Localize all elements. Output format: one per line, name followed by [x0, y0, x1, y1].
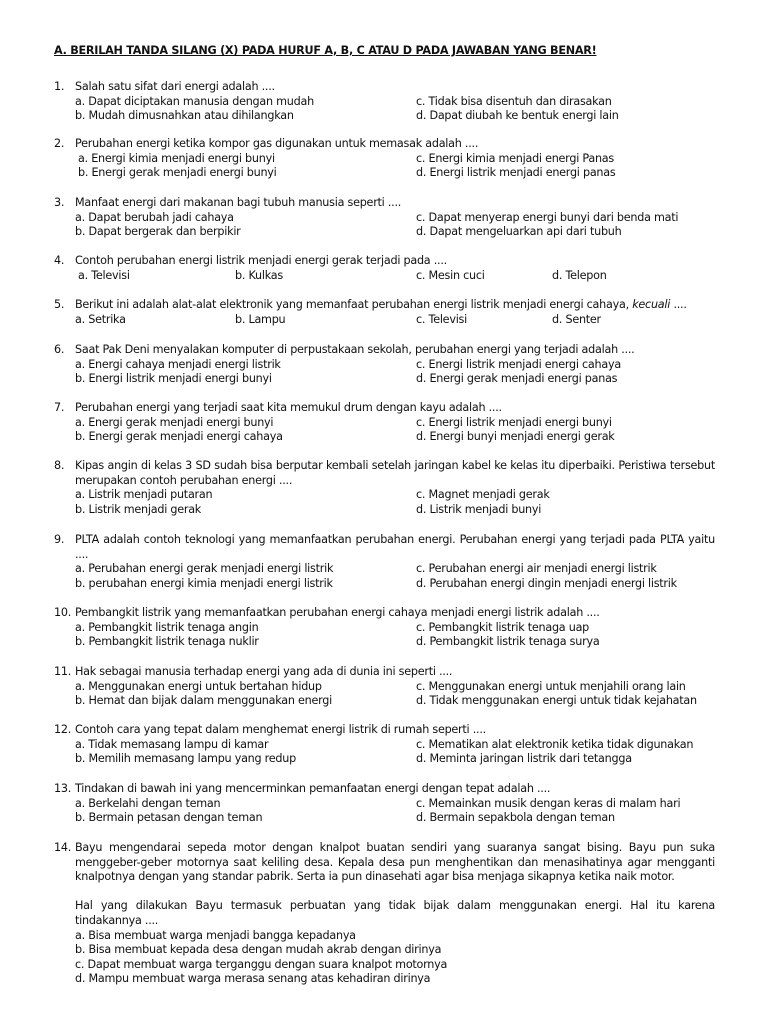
option-c[interactable]: c. Energi listrik menjadi energi cahaya	[416, 357, 621, 371]
option-b[interactable]: b. Hemat dan bijak dalam menggunakan energi	[75, 694, 333, 708]
option-b[interactable]: b. Bermain petasan dengan teman	[75, 811, 263, 825]
option-d[interactable]: d. Meminta jaringan listrik dari tetangga	[416, 752, 632, 766]
emphasis-kecuali: kecuali	[632, 298, 671, 311]
question-number: 5.	[54, 298, 65, 311]
option-d[interactable]: d. Energi listrik menjadi energi panas	[416, 166, 616, 180]
option-d[interactable]: d. Telepon	[552, 268, 607, 282]
question-number: 2.	[54, 137, 65, 150]
question-text: Manfaat energi dari makanan bagi tubuh manusia seperti ....	[75, 196, 402, 209]
question-text: Contoh cara yang tepat dalam menghemat energi listrik di rumah seperti ....	[75, 723, 486, 736]
option-d[interactable]: d. Dapat mengeluarkan api dari tubuh	[416, 225, 622, 239]
question-number: 1.	[54, 80, 65, 93]
option-a[interactable]: a. Bisa membuat warga menjadi bangga kepadanya	[75, 928, 356, 942]
option-a[interactable]: a. Televisi	[78, 268, 130, 282]
option-b[interactable]: b. Mudah dimusnahkan atau dihilangkan	[75, 109, 294, 123]
option-b[interactable]: b. Listrik menjadi gerak	[75, 502, 202, 516]
option-c[interactable]: c. Tidak bisa disentuh dan dirasakan	[416, 94, 612, 108]
question-number: 9.	[54, 533, 65, 546]
question-12	[54, 723, 715, 767]
question-8	[54, 459, 715, 517]
option-d[interactable]: d. Dapat diubah ke bentuk energi lain	[416, 109, 619, 123]
option-c[interactable]: c. Menggunakan energi untuk menjahili orang lain	[416, 679, 686, 693]
question-3	[54, 196, 715, 240]
option-c[interactable]: c. Dapat menyerap energi bunyi dari benda mati	[416, 210, 679, 224]
option-a[interactable]: a. Berkelahi dengan teman	[75, 796, 221, 810]
option-d[interactable]: d. Pembangkit listrik tenaga surya	[416, 635, 600, 649]
question-number: 10.	[54, 606, 72, 619]
option-c[interactable]: c. Energi kimia menjadi energi Panas	[416, 151, 614, 165]
option-d[interactable]: d. Perubahan energi dingin menjadi energi listrik	[416, 576, 677, 590]
question-1	[54, 80, 715, 124]
option-a[interactable]: a. Setrika	[75, 312, 126, 326]
question-text: Hal yang dilakukan Bayu termasuk perbuatan yang tidak bijak dalam menggunakan energi. Hal itu karena tindakannya ....	[75, 899, 715, 927]
option-b[interactable]: b. Dapat bergerak dan berpikir	[75, 225, 241, 239]
option-b[interactable]: b. Memilih memasang lampu yang redup	[75, 752, 296, 766]
question-9	[54, 533, 715, 591]
option-b[interactable]: b. Energi listrik menjadi energi bunyi	[75, 372, 272, 386]
option-c[interactable]: c. Magnet menjadi gerak	[416, 488, 550, 502]
option-d[interactable]: d. Listrik menjadi bunyi	[416, 502, 542, 516]
question-number: 13.	[54, 782, 72, 795]
option-b[interactable]: b. perubahan energi kimia menjadi energi listrik	[75, 576, 333, 590]
question-number: 7.	[54, 401, 65, 414]
question-7	[54, 401, 715, 445]
question-body	[75, 841, 715, 929]
question-number: 8.	[54, 459, 65, 472]
option-a[interactable]: a. Menggunakan energi untuk bertahan hidup	[75, 679, 322, 693]
option-c[interactable]: c. Mesin cuci	[416, 268, 485, 282]
option-d[interactable]: d. Energi gerak menjadi energi panas	[416, 372, 618, 386]
option-a[interactable]: a. Tidak memasang lampu di kamar	[75, 737, 269, 751]
option-b[interactable]: b. Lampu	[235, 312, 286, 326]
question-text: Tindakan di bawah ini yang mencerminkan pemanfaatan energi dengan tepat adalah ....	[75, 782, 551, 795]
option-a[interactable]: a. Energi cahaya menjadi energi listrik	[75, 357, 281, 371]
question-text: Perubahan energi yang terjadi saat kita memukul drum dengan kayu adalah ....	[75, 401, 502, 414]
option-a[interactable]: a. Dapat diciptakan manusia dengan mudah	[75, 94, 314, 108]
question-14	[54, 841, 715, 987]
option-d[interactable]: d. Energi bunyi menjadi energi gerak	[416, 430, 615, 444]
question-5	[54, 298, 715, 327]
question-2	[54, 137, 715, 181]
question-text: Pembangkit listrik yang memanfaatkan perubahan energi cahaya menjadi energi listrik adalah ....	[75, 606, 600, 619]
option-c[interactable]: c. Televisi	[416, 312, 467, 326]
option-b[interactable]: b. Pembangkit listrik tenaga nuklir	[75, 635, 259, 649]
section-heading: A. BERILAH TANDA SILANG (X) PADA HURUF A, B, C ATAU D PADA JAWABAN YANG BENAR!	[54, 44, 597, 57]
question-text: PLTA adalah contoh teknologi yang memanfaatkan perubahan energi. Perubahan energi yang terjadi pada PLTA yaitu ....	[75, 533, 715, 561]
question-number: 6.	[54, 343, 65, 356]
option-c[interactable]: c. Dapat membuat warga terganggu dengan suara knalpot motornya	[75, 957, 448, 971]
question-number: 4.	[54, 254, 65, 267]
question-13	[54, 782, 715, 826]
option-b[interactable]: b. Energi gerak menjadi energi cahaya	[75, 430, 283, 444]
question-number: 11.	[54, 665, 72, 678]
question-text: Kipas angin di kelas 3 SD sudah bisa berputar kembali setelah jaringan kabel ke kelas itu diperbaiki. Peristiwa tersebut merupakan contoh perubahan energi ....	[75, 459, 715, 487]
question-story: Bayu mengendarai sepeda motor dengan knalpot buatan sendiri yang suaranya sangat bising. Bayu pun suka menggeber-geber motornya saat keliling desa. Kepala desa pun menghentikan dan menasihatinya agar mengganti knalpotnya dengan yang standar pabrik. Serta ia pun dinasehati agar bisa menjaga sikapnya ketika naik motor.	[75, 841, 715, 884]
question-text: Berikut ini adalah alat-alat elektronik yang memanfaat perubahan energi listrik menjadi energi cahaya, kecuali ....	[75, 298, 687, 311]
question-4	[54, 254, 715, 283]
question-10	[54, 606, 715, 650]
option-c[interactable]: c. Energi listrik menjadi energi bunyi	[416, 415, 612, 429]
question-text: Hak sebagai manusia terhadap energi yang ada di dunia ini seperti ....	[75, 665, 453, 678]
option-b[interactable]: b. Bisa membuat kepada desa dengan mudah akrab dengan dirinya	[75, 943, 442, 957]
question-text: Contoh perubahan energi listrik menjadi energi gerak terjadi pada ....	[75, 254, 447, 267]
option-a[interactable]: a. Pembangkit listrik tenaga angin	[75, 620, 259, 634]
option-b[interactable]: b. Energi gerak menjadi energi bunyi	[78, 166, 277, 180]
option-d[interactable]: d. Senter	[552, 312, 601, 326]
question-number: 3.	[54, 196, 65, 209]
question-11	[54, 665, 715, 709]
option-d[interactable]: d. Tidak menggunakan energi untuk tidak kejahatan	[416, 694, 697, 708]
question-number: 12.	[54, 723, 72, 736]
option-c[interactable]: c. Pembangkit listrik tenaga uap	[416, 620, 590, 634]
option-c[interactable]: c. Mematikan alat elektronik ketika tidak digunakan	[416, 737, 694, 751]
option-a[interactable]: a. Listrik menjadi putaran	[75, 488, 213, 502]
option-a[interactable]: a. Energi kimia menjadi energi bunyi	[78, 151, 275, 165]
question-text: Saat Pak Deni menyalakan komputer di perpustakaan sekolah, perubahan energi yang terjadi adalah ....	[75, 343, 635, 356]
question-text: Perubahan energi ketika kompor gas digunakan untuk memasak adalah ....	[75, 137, 479, 150]
option-d[interactable]: d. Mampu membuat warga merasa senang atas kehadiran dirinya	[75, 972, 431, 986]
question-text: Salah satu sifat dari energi adalah ....	[75, 80, 275, 93]
question-6	[54, 343, 715, 387]
option-d[interactable]: d. Bermain sepakbola dengan teman	[416, 811, 615, 825]
option-c[interactable]: c. Memainkan musik dengan keras di malam hari	[416, 796, 681, 810]
option-a[interactable]: a. Perubahan energi gerak menjadi energi listrik	[75, 562, 334, 576]
option-a[interactable]: a. Dapat berubah jadi cahaya	[75, 210, 234, 224]
question-number: 14.	[54, 841, 72, 854]
options-list	[75, 929, 715, 987]
option-b[interactable]: b. Kulkas	[235, 268, 283, 282]
option-a[interactable]: a. Energi gerak menjadi energi bunyi	[75, 415, 274, 429]
option-c[interactable]: c. Perubahan energi air menjadi energi listrik	[416, 562, 657, 576]
